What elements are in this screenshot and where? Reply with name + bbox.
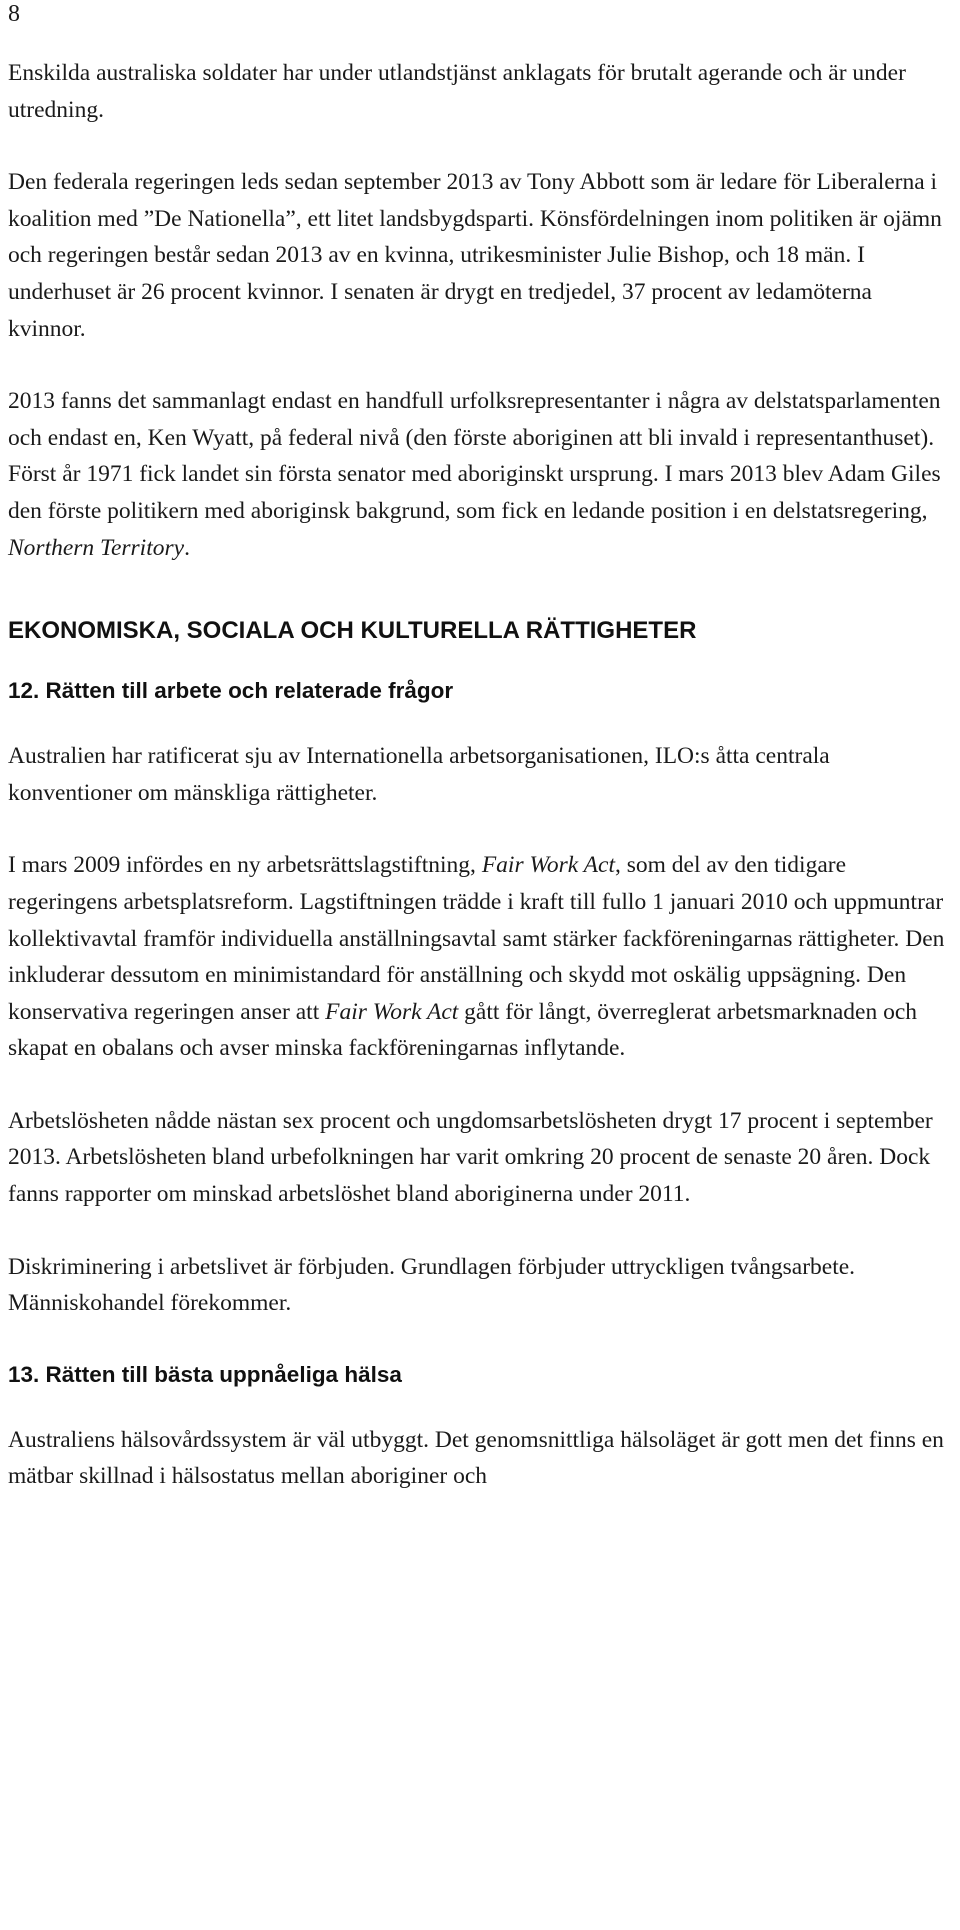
paragraph-government: Den federala regeringen leds sedan september 2013 av Tony Abbott som är ledare för Liberalerna i koalition med ”De Nationella”, ett litet landsbygdsparti. Könsfördelningen inom politiken är ojämn och regeringen består sedan 2013 av en kvinna, utrikesminister Julie Bishop, och 18 män. I underhuset är 26 procent kvinnor. I senaten är drygt en tredjedel, 37 procent av ledamöterna kvinnor. [8, 169, 942, 342]
page-number: 8 [8, 1, 20, 27]
document-body [8, 55, 948, 1531]
paragraph-soldiers: Enskilda australiska soldater har under utlandstjänst anklagats för brutalt agerande och är under utredning. [8, 60, 906, 123]
paragraph-health: Australiens hälsovårdssystem är väl utbyggt. Det genomsnittliga hälsoläget är gott men det finns en mätbar skillnad i hälsostatus mellan aboriginer och [8, 1426, 944, 1490]
fair-work-text-b: , som del av den tidigare regeringens arbetsplatsreform. Lagstiftningen trädde i kraft till fullo 1 januari 2010 och uppmuntrar kollektivavtal framför individuella anställningsavtal samt stärker fackföreningarnas rättigheter. Den inkluderar dessutom en minimistandard för anställning och skydd mot oskälig uppsägning. Den konservativa regeringen anser att [8, 852, 945, 1025]
fair-work-act-italic-1: Fair Work Act [481, 852, 615, 879]
paragraph-discrimination: Diskriminering i arbetslivet är förbjuden. Grundlagen förbjuder uttryckligen tvångsarbete. Människohandel förekommer. [8, 1253, 856, 1317]
subheading-right-to-health: 13. Rätten till bästa uppnåeliga hälsa [8, 1361, 402, 1387]
subheading-right-to-work: 12. Rätten till arbete och relaterade frågor [8, 678, 454, 704]
paragraph-indigenous-representation [8, 383, 948, 566]
fair-work-act-italic-2: Fair Work Act [325, 998, 459, 1025]
paragraph-indigenous-end: . [184, 534, 190, 561]
paragraph-ilo: Australien har ratificerat sju av Internationella arbetsorganisationen, ILO:s åtta centrala konventioner om mänskliga rättigheter. [8, 743, 830, 806]
paragraph-fair-work-act [8, 847, 948, 1067]
section-heading-ecosoc: EKONOMISKA, SOCIALA OCH KULTURELLA RÄTTIGHETER [8, 617, 697, 645]
fair-work-text-a: I mars 2009 infördes en ny arbetsrättslagstiftning, [8, 852, 482, 879]
paragraph-indigenous-text: 2013 fanns det sammanlagt endast en handfull urfolksrepresentanter i några av delstatsparlamenten och endast en, Ken Wyatt, på federal nivå (den förste aboriginen att bli invald i representanthuset). Först år 1971 fick landet sin första senator med aboriginskt ursprung. I mars 2013 blev Adam Giles den förste politikern med aboriginsk bakgrund, som fick en ledande position i en delstatsregering, [8, 388, 941, 524]
fair-work-text-c: gått för långt, överreglerat arbetsmarknaden och skapat en obalans och avser minska fackföreningarnas inflytande. [8, 998, 917, 1062]
paragraph-unemployment: Arbetslösheten nådde nästan sex procent och ungdomsarbetslösheten drygt 17 procent i september 2013. Arbetslösheten bland urbefolkningen har varit omkring 20 procent de senaste 20 åren. Dock fanns rapporter om minskad arbetslöshet bland aboriginerna under 2011. [8, 1107, 933, 1208]
northern-territory-italic: Northern Territory [8, 534, 185, 561]
